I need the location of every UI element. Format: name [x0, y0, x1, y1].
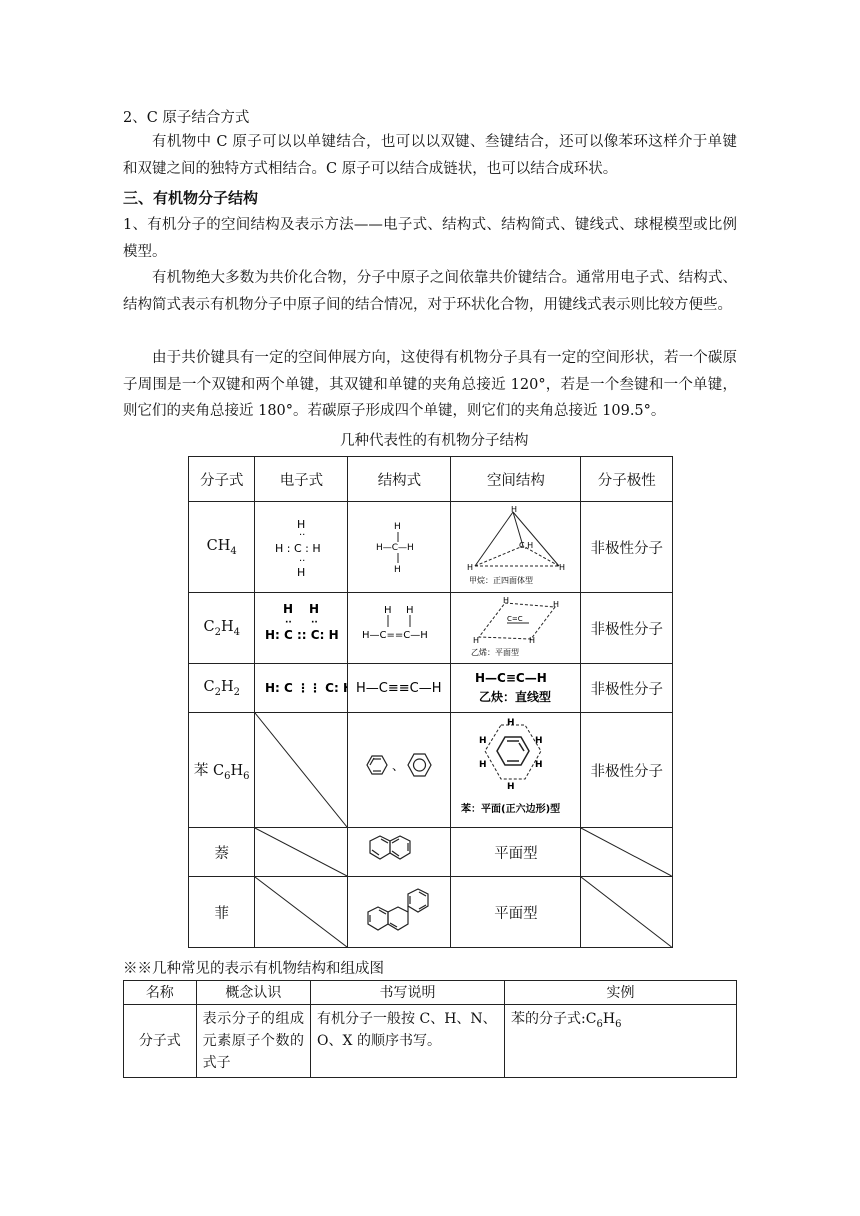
- svg-text:H: H: [479, 736, 487, 746]
- svg-text:H—C—H: H—C—H: [376, 543, 415, 553]
- svg-text:H—C≡C—H: H—C≡C—H: [475, 671, 548, 685]
- svg-text:··: ··: [299, 530, 306, 541]
- svg-text:H : C : H: H : C : H: [275, 542, 322, 555]
- header-writing: 书写说明: [311, 981, 505, 1005]
- svg-text:H: H: [535, 736, 543, 746]
- formula-cell: 菲: [189, 877, 255, 948]
- example-cell: 苯的分子式$:C_6H_6$: [505, 1005, 737, 1078]
- formula-cell: 苯 $C_6H_6$: [189, 713, 255, 828]
- table-row-phenanthrene: [189, 877, 673, 948]
- space-cell-phenanthrene: 平面型: [451, 877, 581, 948]
- space-cell-naphthalene: 平面型: [451, 828, 581, 877]
- svg-text:C=C: C=C: [507, 615, 524, 623]
- svg-text:··: ··: [285, 618, 293, 628]
- space-caption-methane: 甲烷：正四面体型: [469, 576, 534, 585]
- electron-formula-ethylene: [255, 593, 348, 664]
- empty-cell: [255, 713, 348, 828]
- header-space: 空间结构: [451, 457, 581, 502]
- svg-text:··: ··: [311, 618, 319, 628]
- svg-text:H: H: [553, 600, 560, 609]
- space-caption-benzene: 苯：平面(正六边形)型: [461, 804, 561, 815]
- table-row-benzene: [189, 713, 673, 828]
- empty-cell: [255, 877, 348, 948]
- svg-text:H: H: [467, 563, 474, 572]
- svg-text:H—C≡≡C—H: H—C≡≡C—H: [356, 681, 442, 696]
- space-structure-methane: [451, 502, 581, 593]
- svg-text:、: 、: [392, 759, 405, 773]
- header-structure: 结构式: [348, 457, 451, 502]
- header-name: 名称: [124, 981, 197, 1005]
- svg-text:H—C==C—H: H—C==C—H: [362, 630, 429, 641]
- table-row-naphthalene: [189, 828, 673, 877]
- header-electron: 电子式: [255, 457, 348, 502]
- polarity-cell: 非极性分子: [581, 502, 673, 593]
- svg-text:H: H: [394, 565, 402, 575]
- space-structure-benzene: [451, 713, 581, 828]
- paragraph-spatial: 由于共价键具有一定的空间伸展方向，这使得有机物分子具有一定的空间形状，若一个碳原子周围是一个双键和两个单键，其双键和单键的夹角总接近 120°，若是一个叁键和一个单键，则它们的夹角总接近 180°。若碳原子形成四个单键，则它们的夹角总接近 109.5°。: [123, 350, 737, 419]
- svg-text:H: H: [394, 522, 402, 532]
- name-cell: 分子式: [124, 1005, 197, 1078]
- formula-cell: $C_2H_4$: [189, 593, 255, 664]
- table2-caption: ※※几种常见的表示有机物结构和组成图: [123, 961, 384, 977]
- formula-cell: $C_2H_2$: [189, 664, 255, 713]
- structure-formula-ethylene: [348, 593, 451, 664]
- svg-text:H: H: [479, 760, 487, 770]
- svg-text:H: H: [511, 505, 518, 514]
- svg-text:H: H: [507, 718, 515, 728]
- structure-formula-naphthalene: [348, 828, 451, 877]
- svg-text:H: H: [309, 602, 320, 616]
- table-row-methane: [189, 502, 673, 593]
- molecular-structure-table: [188, 456, 673, 948]
- polarity-cell: 非极性分子: [581, 593, 673, 664]
- svg-text:H: H: [406, 605, 414, 616]
- writing-cell: 有机分子一般按 C、H、N、O、X 的顺序书写。: [311, 1005, 505, 1078]
- structure-formula-phenanthrene: [348, 877, 451, 948]
- empty-cell: [581, 828, 673, 877]
- svg-text:H: H: [473, 636, 480, 645]
- section-heading-2: 2、C 原子结合方式: [123, 110, 250, 126]
- item-1: 1、有机分子的空间结构及表示方法——电子式、结构式、结构简式、键线式、球棍模型或比例模型。: [123, 217, 737, 260]
- svg-text:H: C :: C: H: H: C :: C: H: [265, 628, 340, 642]
- svg-text:H: H: [535, 760, 543, 770]
- empty-cell: [255, 828, 348, 877]
- polarity-cell: 非极性分子: [581, 713, 673, 828]
- header-concept: 概念认识: [196, 981, 310, 1005]
- electron-formula-methane: [255, 502, 348, 593]
- space-structure-acetylene: [451, 664, 581, 713]
- svg-text:H: H: [503, 596, 510, 605]
- electron-formula-acetylene: [255, 664, 348, 713]
- svg-text:H: H: [297, 518, 306, 531]
- header-example: 实例: [505, 981, 737, 1005]
- svg-text:H: H: [283, 602, 294, 616]
- svg-text:H: H: [507, 782, 515, 792]
- svg-text:H: H: [529, 636, 536, 645]
- table1-caption: 几种代表性的有机物分子结构: [340, 433, 529, 449]
- formula-cell: 萘: [189, 828, 255, 877]
- svg-text:H: H: [384, 605, 392, 616]
- structure-formula-methane: [348, 502, 451, 593]
- svg-text:··: ··: [299, 556, 306, 567]
- structure-formula-benzene: [348, 713, 451, 828]
- representation-table: [123, 980, 737, 1078]
- table-row-ethylene: [189, 593, 673, 664]
- paragraph-covalent: 有机物绝大多数为共价化合物，分子中原子之间依靠共价键结合。通常用电子式、结构式、结构简式表示有机物分子中原子间的结合情况，对于环状化合物，用键线式表示则比较方便些。: [123, 270, 737, 313]
- section-heading-3: 三、有机物分子结构: [123, 189, 259, 207]
- space-caption-acetylene: 乙炔：直线型: [479, 690, 552, 704]
- header-formula: 分子式: [189, 457, 255, 502]
- space-caption-ethylene: 乙烯：平面型: [471, 648, 520, 657]
- polarity-cell: 非极性分子: [581, 664, 673, 713]
- space-structure-ethylene: [451, 593, 581, 664]
- svg-text:H: H: [297, 566, 306, 579]
- structure-formula-acetylene: [348, 664, 451, 713]
- paragraph-carbon-bonding: 有机物中 C 原子可以以单键结合，也可以以双键、叁键结合，还可以像苯环这样介于单键和双键之间的独特方式相结合。C 原子可以结合成链状，也可以结合成环状。: [123, 134, 737, 177]
- table-row-acetylene: [189, 664, 673, 713]
- table-row-molecular-formula: [124, 1005, 737, 1078]
- concept-cell: 表示分子的组成元素原子个数的式子: [196, 1005, 310, 1078]
- svg-text:H: H: [559, 563, 566, 572]
- formula-cell: $CH_4$: [189, 502, 255, 593]
- svg-text:H: C ⋮⋮ C: H: H: C ⋮⋮ C: H: [265, 681, 348, 695]
- empty-cell: [581, 877, 673, 948]
- svg-text:C,H: C,H: [519, 541, 534, 550]
- header-polarity: 分子极性: [581, 457, 673, 502]
